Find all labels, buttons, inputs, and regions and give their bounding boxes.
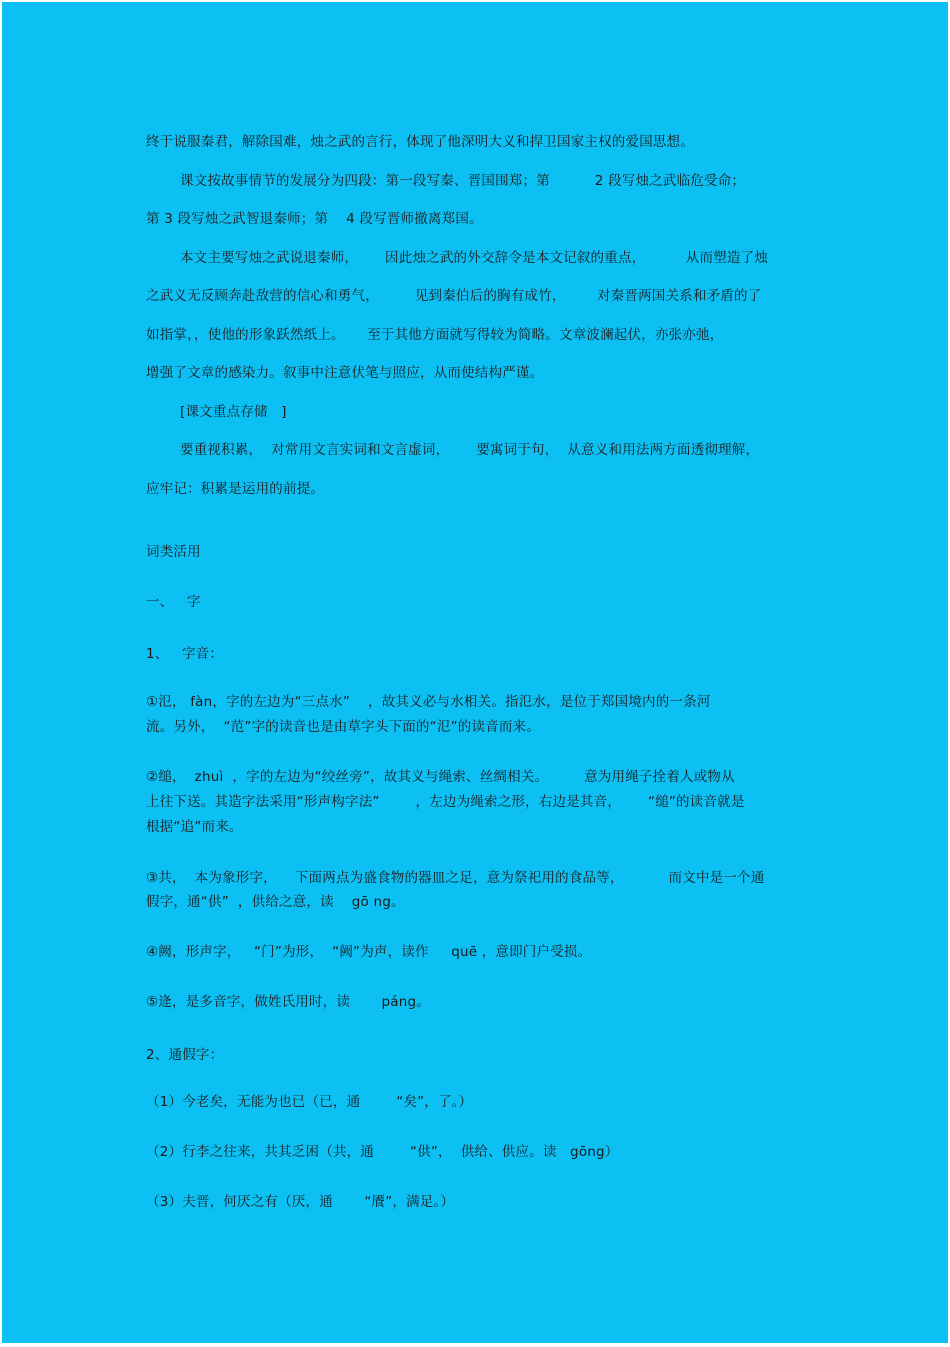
list-item: （2）行李之往来，共其乏困（共，通 “供”， 供给、供应。读 gōng） xyxy=(146,1144,619,1160)
paragraph-line: 假字，通“供” ，供给之意，读 gō ng。 xyxy=(146,894,405,910)
paragraph-line: 要重视积累， 对常用文言实词和文言虚词， 要寓词于句， 从意义和用法两方面透彻理解， xyxy=(180,442,760,458)
document-page xyxy=(2,2,948,1343)
paragraph-line: 课文按故事情节的发展分为四段：第一段写秦、晋国围郑；第 2 段写烛之武临危受命； xyxy=(180,173,746,189)
section-heading: 词类活用 xyxy=(146,544,201,560)
section-heading: 一、 字 xyxy=(146,594,201,610)
paragraph-line: 流。另外， “范”字的读音也是由草字头下面的“氾”的读音而来。 xyxy=(146,719,540,735)
paragraph-line: 增强了文章的感染力。叙事中注意伏笔与照应，从而使结构严谨。 xyxy=(146,365,544,381)
section-label: [课文重点存储 ] xyxy=(180,404,287,420)
subsection-heading: 2、通假字： xyxy=(146,1047,224,1063)
paragraph-line: 之武义无反顾奔赴敌营的信心和勇气， 见到秦伯后的胸有成竹， 对秦晋两国关系和矛盾的了 xyxy=(146,288,762,304)
paragraph-line: 上往下送。其造字法采用“形声构字法” ，左边为绳索之形，右边是其音， “缒”的读音就是 xyxy=(146,794,745,810)
list-item: （3）夫晋，何厌之有（厌，通 “餍”，满足。） xyxy=(146,1194,455,1210)
paragraph-line: ①氾， fàn，字的左边为“三点水” ，故其义必与水相关。指氾水，是位于郑国境内的一条河 xyxy=(146,694,711,710)
paragraph-line: ③共， 本为象形字， 下面两点为盛食物的器皿之足，意为祭祀用的食品等， 而文中是一个通 xyxy=(146,870,765,886)
paragraph-line: 根据“追”而来。 xyxy=(146,819,243,835)
paragraph-line: 本文主要写烛之武说退秦师， 因此烛之武的外交辞令是本文记叙的重点， 从而塑造了烛 xyxy=(180,250,768,266)
paragraph-line: 应牢记：积累是运用的前提。 xyxy=(146,481,325,497)
paragraph-line: 第 3 段写烛之武智退秦师；第 4 段写晋师撤离郑国。 xyxy=(146,211,483,227)
paragraph-line: 如指掌，，使他的形象跃然纸上。 至于其他方面就写得较为简略。文章波澜起伏，亦张亦弛， xyxy=(146,327,724,343)
paragraph-line: 终于说服秦君，解除国难，烛之武的言行，体现了他深明大义和捍卫国家主权的爱国思想。 xyxy=(146,134,694,150)
list-item: （1）今老矣，无能为也已（已，通 “矣”，了。） xyxy=(146,1094,473,1110)
subsection-heading: 1、 字音： xyxy=(146,646,224,662)
paragraph-line: ②缒， zhuì ，字的左边为“绞丝旁”，故其义与绳索、丝绸相关。 意为用绳子拴着人或物从 xyxy=(146,769,735,785)
paragraph-line: ⑤逄，是多音字，做姓氏用时，读 páng。 xyxy=(146,994,431,1010)
paragraph-line: ④阙，形声字， “门”为形， “阙”为声，读作 quē ，意即门户受损。 xyxy=(146,944,592,960)
